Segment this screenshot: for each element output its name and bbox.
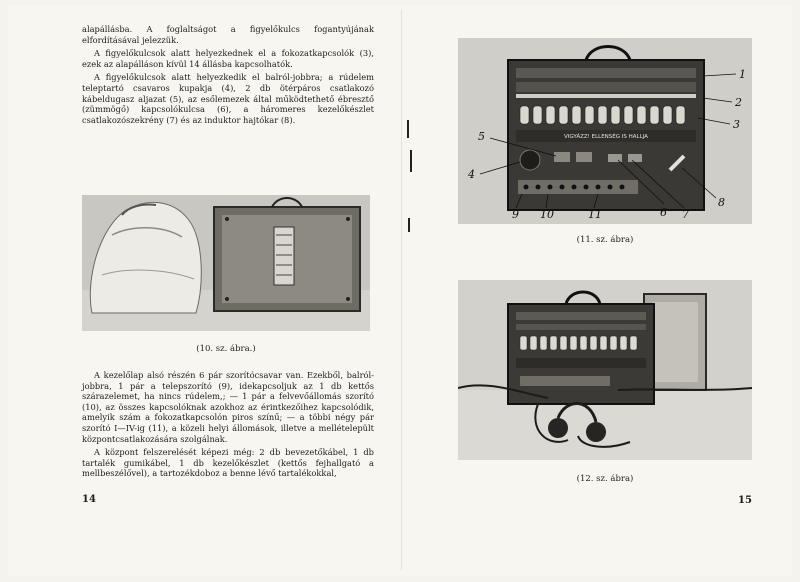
paragraph: A központ felszerelését képezi még: 2 db bevezetőkábel, 1 db tartalék gumikábel, 1 db kezelőkészlet (kettős fejhallgató a mellbeszélővel), a tartozékdoboz a benne lévő tartalékokkal,: [82, 447, 374, 479]
callout-3: 3: [733, 118, 740, 131]
gutter-mark: [407, 120, 409, 138]
callout-1: 1: [739, 68, 746, 81]
gutter-mark: [410, 150, 412, 172]
figure-10-caption: (10. sz. ábra.): [196, 344, 256, 354]
figure-12-photo: [458, 280, 752, 460]
gutter-mark: [408, 218, 410, 232]
paragraph: A kezelőlap alsó részén 6 pár szorítócsavar van. Ezekből, balról-jobbra, 1 pár a telepszorító (9), idekapcsoljuk az 1 db kettős szárazelemet, ha nincs rúdelem,; — 1 pár a felvevőállomás szorító (10), az összes kapcsolóknak azokhoz az érintkezőihez kapcsolódik, amelyik szám a fokozatkapcsolón piros színű; — a többi négy pár szorító I—IV-ig (11), a közeli helyi állomások, illetve a mellételepült központcsatlakozására szolgálnak.: [82, 370, 374, 444]
panel-label: VIGYÁZZ! ELLENSÉG IS HALLJA: [564, 134, 648, 140]
figure-11-photo: [458, 38, 752, 224]
callout-8: 8: [718, 196, 725, 209]
callout-2: 2: [735, 96, 742, 109]
callout-9: 9: [512, 208, 519, 221]
page-fold: [401, 10, 402, 570]
figure-12-caption: (12. sz. ábra): [576, 474, 634, 484]
callout-11: 11: [588, 208, 602, 221]
callout-6: 6: [660, 206, 667, 219]
paragraph: A figyelőkulcsok alatt helyezkedik el balról-jobbra; a rúdelem teleptartó csavaros kupakja (4), 2 db ötérpáros csatlakozó kábeldugasz aljazat (5), az esőlemezek által működtethető ébresztő (zümmögő) kapcsolókulcsa (6), a háromeres kezelőkészlet csatlakozószekrény (7) és az induktor hajtókar (8).: [82, 72, 374, 125]
figure-10-photo: [82, 195, 370, 331]
page-number-left: 14: [82, 494, 96, 505]
left-page-text-lower: [82, 370, 374, 482]
paragraph: A figyelőkulcsok alatt helyezkednek el a fokozatkapcsolók (3), ezek az alapálláson kívül 14 állásba kapcsolhatók.: [82, 48, 374, 69]
callout-5: 5: [478, 130, 485, 143]
callout-10: 10: [540, 208, 554, 221]
page-number-right: 15: [738, 495, 752, 506]
left-page-text: [82, 24, 374, 128]
paragraph: alapállásba. A foglaltságot a figyelőkulcs fogantyújának elfordításával jelezzük.: [82, 24, 374, 45]
callout-4: 4: [468, 168, 475, 181]
figure-11-caption: (11. sz. ábra): [576, 235, 634, 245]
callout-7: 7: [682, 208, 689, 221]
